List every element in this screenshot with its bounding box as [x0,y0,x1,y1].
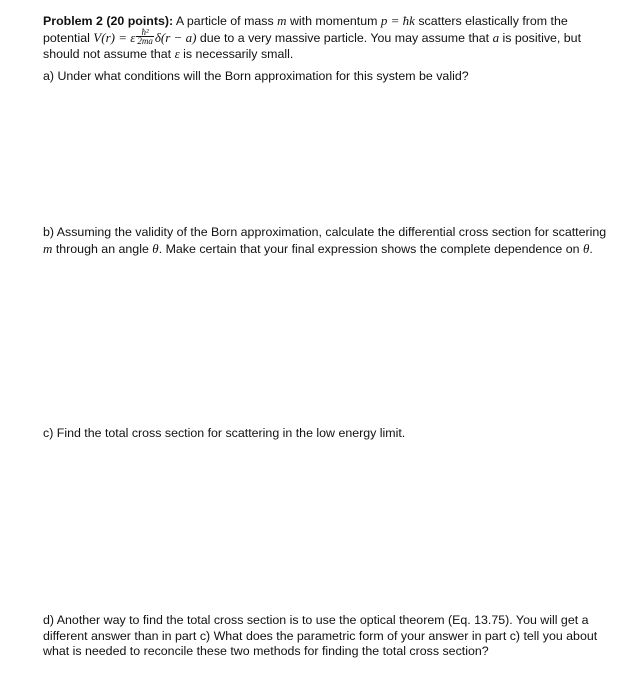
fraction-denominator: 2ma [137,35,153,46]
theta-symbol-2: θ [582,240,590,256]
part-d-line-1: d) Another way to find the total cross section is to use the optical theorem (Eq. 13.75). You will get a [43,613,589,627]
mass-symbol: m [277,13,287,28]
problem-statement [43,13,608,63]
part-b-line-2: m through an angle θ. Make certain that your final expression shows the complete dependence on θ. [43,240,593,256]
part-d [43,613,608,660]
problem-line-1: Problem 2 (20 points): A particle of mass m with momentum p = ħk scatters elastically from the [43,13,568,28]
m-symbol: m [43,240,53,256]
momentum-expression: p = ħk [380,13,415,28]
potential-fraction [136,28,154,45]
part-a [43,69,608,85]
fraction-numerator: ħ² [136,28,154,37]
part-a-text: a) Under what conditions will the Born approximation for this system be valid? [43,69,469,83]
part-b [43,225,608,257]
delta-expression: δ(r − a) [154,29,197,45]
part-d-line-3: what is needed to reconcile these two methods for finding the total cross section? [43,644,489,658]
part-c-text: c) Find the total cross section for scattering in the low energy limit. [43,426,406,440]
a-symbol: a [492,29,500,45]
problem-heading: Problem 2 (20 points): [43,14,174,28]
part-c [43,426,608,442]
part-d-line-2: different answer than in part c) What does the parametric form of your answer in part c) tell you about [43,628,598,643]
problem-line-3: should not assume that ε is necessarily small. [43,46,294,61]
part-b-line-1: b) Assuming the validity of the Born approximation, calculate the differential cross section for scattering [43,225,607,239]
theta-symbol: θ [152,240,159,256]
potential-lhs: V(r) = ε [93,29,136,45]
problem-line-2: potential V(r) = ε $\frac{\text{ħ²}}{2ma}$ δ(r − a) due to a very massive particle. You may assume that a is positive, but [43,26,582,46]
epsilon-symbol: ε [174,46,180,61]
